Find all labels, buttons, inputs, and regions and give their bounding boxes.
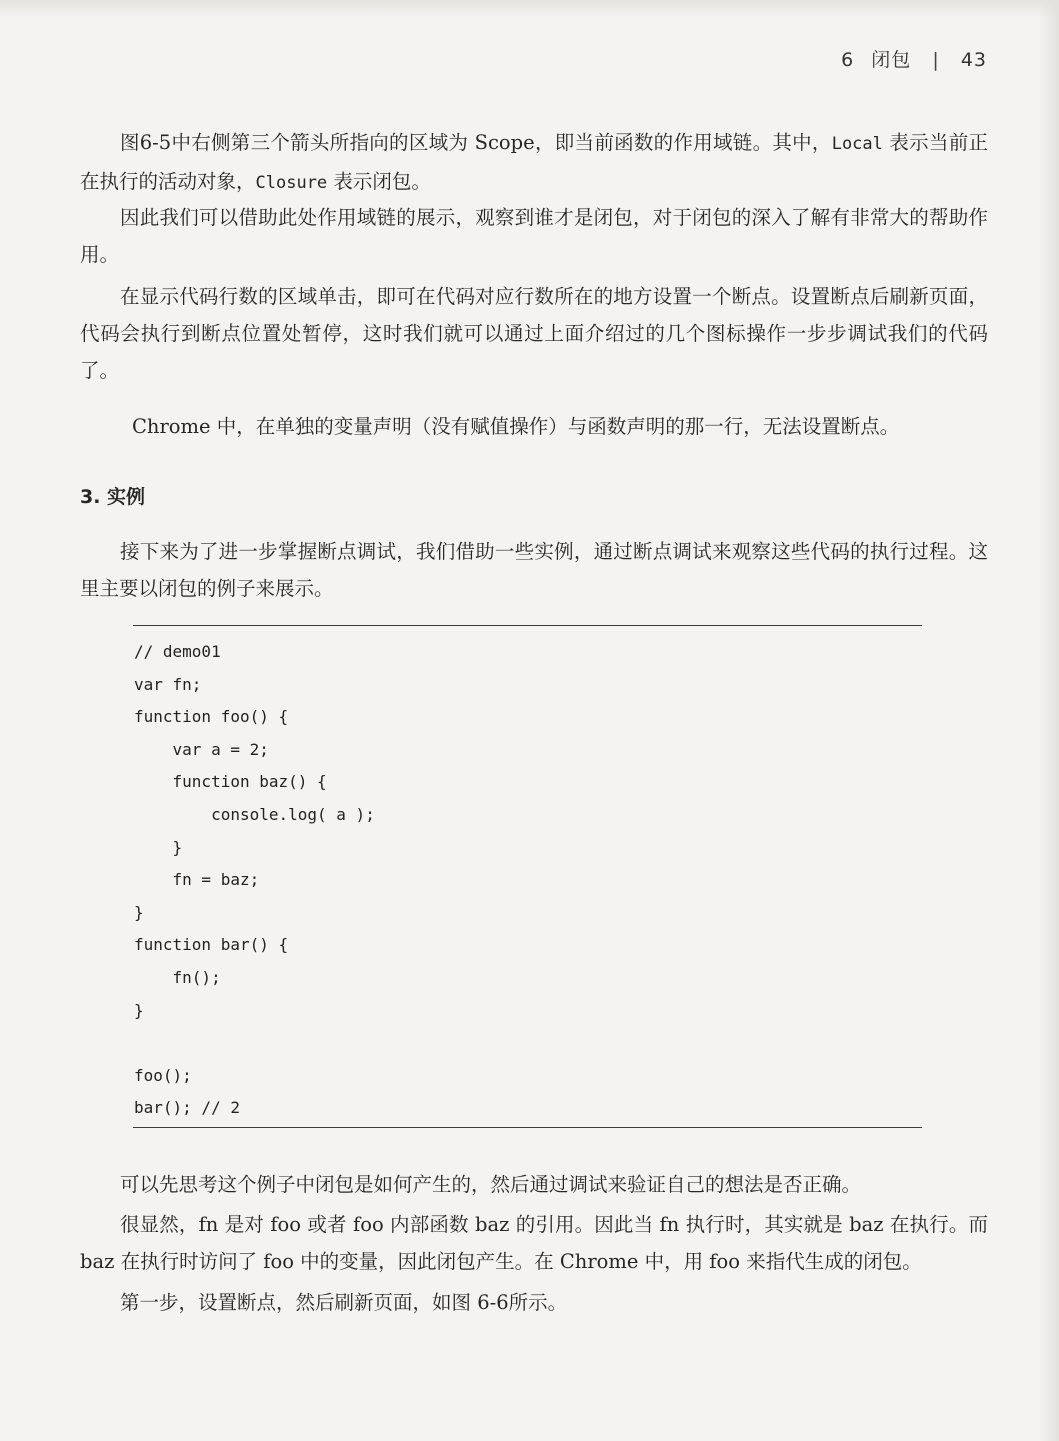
code-line: var fn;	[134, 674, 202, 694]
paragraph-text: 表示当前正在执行的活动对象，	[80, 131, 988, 193]
code-line: function bar() {	[134, 935, 289, 955]
breakpoint-note: Chrome 中，在单独的变量声明（没有赋值操作）与函数声明的那一行，无法设置断点。	[132, 415, 900, 438]
code-top-rule	[133, 625, 922, 626]
code-line: var a = 2;	[134, 739, 269, 759]
page-top-shadow	[0, 0, 1059, 18]
inline-code-closure: Closure	[255, 173, 328, 193]
paragraph-example-intro: 接下来为了进一步掌握断点调试，我们借助一些实例，通过断点调试来观察这些代码的执行过程。这里主要以闭包的例子来展示。	[80, 540, 988, 600]
code-line: function baz() {	[134, 772, 327, 792]
code-line: console.log( a );	[134, 804, 375, 824]
code-line	[134, 1027, 375, 1060]
paragraph-breakpoint: 在显示代码行数的区域单击，即可在代码对应行数所在的地方设置一个断点。设置断点后刷新页面，代码会执行到断点位置处暂停，这时我们就可以通过上面介绍过的几个图标操作一步步调试我们的代码了。	[80, 285, 988, 382]
code-line: }	[134, 837, 183, 857]
chapter-title: 闭包	[871, 49, 912, 71]
code-line: bar(); // 2	[134, 1098, 240, 1118]
code-line: fn = baz;	[134, 870, 260, 890]
paragraph-text: 图6-5中右侧第三个箭头所指向的区域为 Scope，即当前函数的作用域链。其中，	[120, 131, 832, 154]
paragraph-scope-chain: 因此我们可以借助此处作用域链的展示，观察到谁才是闭包，对于闭包的深入了解有非常大的帮助作用。	[80, 206, 988, 266]
paragraph-think: 可以先思考这个例子中闭包是如何产生的，然后通过调试来验证自己的想法是否正确。	[120, 1173, 862, 1196]
page-number: 43	[960, 49, 987, 71]
paragraph-step-one: 第一步，设置断点，然后刷新页面，如图 6-6所示。	[120, 1291, 568, 1314]
code-line: fn();	[134, 967, 221, 987]
code-line: }	[134, 902, 144, 922]
code-line: function foo() {	[134, 707, 289, 727]
paragraph-scope-description	[80, 124, 988, 202]
header-separator: |	[932, 49, 940, 71]
code-bottom-rule	[133, 1127, 922, 1128]
page-right-shadow	[1039, 0, 1059, 1441]
chapter-number: 6	[841, 49, 855, 71]
running-header	[841, 45, 987, 72]
code-line: // demo01	[134, 642, 221, 661]
code-line: foo();	[134, 1065, 192, 1085]
section-heading: 3. 实例	[80, 486, 146, 508]
paragraph-explanation: 很显然，fn 是对 foo 或者 foo 内部函数 baz 的引用。因此当 fn 执行时，其实就是 baz 在执行。而 baz 在执行时访问了 foo 中的变量，因此闭包产生。在 Chrome 中，用 foo 来指代生成的闭包。	[80, 1213, 988, 1273]
code-line: }	[134, 1000, 144, 1020]
inline-code-local: Local	[831, 134, 883, 154]
code-listing	[134, 636, 375, 1125]
paragraph-text: 表示闭包。	[327, 170, 431, 193]
